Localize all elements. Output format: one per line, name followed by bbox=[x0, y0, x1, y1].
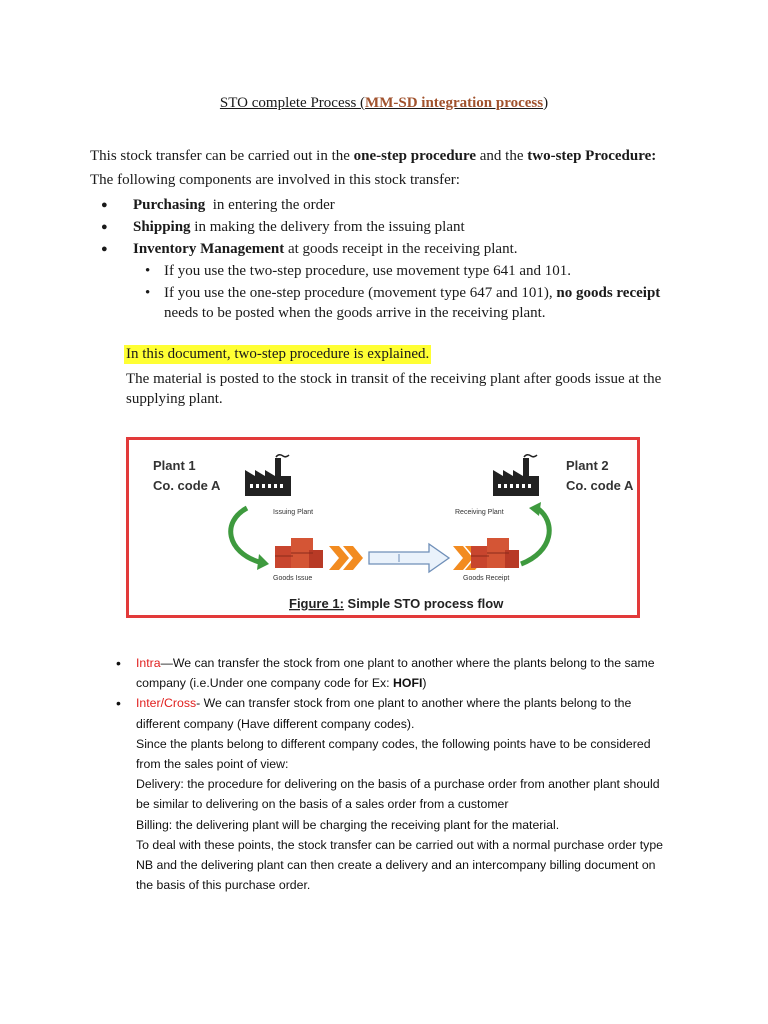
goods-boxes-icon bbox=[275, 538, 323, 568]
component-list bbox=[90, 194, 518, 260]
figure-canvas bbox=[129, 440, 637, 615]
title-suffix: ) bbox=[543, 95, 549, 111]
deal-paragraph: To deal with these points, the stock transfer can be carried out with a normal purchase order type NB and the delivering plant can then create a delivery and an intercompany billing document on the basis of this purchase order. bbox=[136, 837, 663, 893]
list-item-intra: • Intra—We can transfer the stock from one plant to another where the plants belong to the same company (i.e.Under one company code for Ex: HOFI) bbox=[116, 653, 676, 693]
plant2-code: Co. code A bbox=[566, 478, 634, 493]
sto-process-figure bbox=[126, 437, 640, 618]
list-item: ● Shipping in making the delivery from the issuing plant bbox=[90, 216, 518, 238]
since-paragraph: Since the plants belong to different company codes, the following points have to be considered from the sales point of view: bbox=[136, 736, 651, 772]
intro-paragraph-1: This stock transfer can be carried out in the one-step procedure and the two-step Procedure: bbox=[90, 148, 657, 164]
plant1-code: Co. code A bbox=[153, 478, 221, 493]
transfer-arrow-icon bbox=[369, 544, 449, 572]
billing-paragraph: Billing: the delivering plant will be charging the receiving plant for the material. bbox=[136, 817, 560, 832]
list-item: ● Inventory Management at goods receipt in the receiving plant. bbox=[90, 238, 518, 260]
goods-receipt-label: Goods Receipt bbox=[463, 575, 510, 582]
arrowhead-icon bbox=[529, 502, 541, 516]
curved-arrow-icon bbox=[231, 508, 259, 562]
plant1-name: Plant 1 bbox=[153, 458, 196, 473]
list-item: ● Purchasing in entering the order bbox=[90, 194, 518, 216]
goods-issue-label: Goods Issue bbox=[273, 575, 313, 582]
company-type-list bbox=[116, 653, 676, 895]
factory-icon bbox=[493, 455, 539, 496]
title-highlight: MM-SD integration process bbox=[365, 95, 544, 111]
procedure-sub-list bbox=[143, 261, 663, 325]
plant2-name: Plant 2 bbox=[566, 458, 609, 473]
highlighted-note: In this document, two-step procedure is explained. bbox=[126, 346, 430, 362]
issuing-plant-label: Issuing Plant bbox=[273, 509, 314, 516]
transit-paragraph: The material is posted to the stock in transit of the receiving plant after goods issue at the supplying plant. bbox=[126, 371, 662, 407]
goods-boxes-icon bbox=[471, 538, 519, 568]
delivery-paragraph: Delivery: the procedure for delivering on the basis of a purchase order from another plant should be similar to delivering on the basis of a sales order from a customer bbox=[136, 777, 660, 812]
arrowhead-icon bbox=[257, 554, 269, 570]
receiving-plant-label: Receiving Plant bbox=[455, 509, 504, 516]
title-underlined: STO complete Process (MM-SD integration process bbox=[219, 95, 544, 111]
list-item-inter: • Inter/Cross- We can transfer stock from one plant to another where the plants belong to the different company (Have different company codes). Since the plants belong to different company codes, the following points have to be considered from the sales point of view: Delivery: the procedure for delivering on the basis of a purchase order from another plant should be similar to delivering on the basis of a sales order from a customer Billing: the delivering plant will be charging the receiving plant for the material. To deal with these points, the stock transfer can be carried out with a normal purchase order type NB and the delivering plant can then create a delivery and an intercompany billing document on the basis of this purchase order. bbox=[116, 693, 676, 895]
curved-arrow-icon bbox=[521, 508, 549, 564]
chevron-right-icon bbox=[329, 546, 363, 570]
factory-icon bbox=[245, 455, 291, 496]
intro-paragraph-2: The following components are involved in this stock transfer: bbox=[90, 172, 460, 188]
list-item: • If you use the one-step procedure (movement type 647 and 101), no goods receipt needs to be posted when the goods arrive in the receiving plant. bbox=[143, 283, 663, 323]
figure-caption: Figure 1: Simple STO process flow bbox=[289, 596, 504, 611]
list-item: • If you use the two-step procedure, use movement type 641 and 101. bbox=[143, 261, 663, 281]
page-title bbox=[0, 95, 768, 112]
